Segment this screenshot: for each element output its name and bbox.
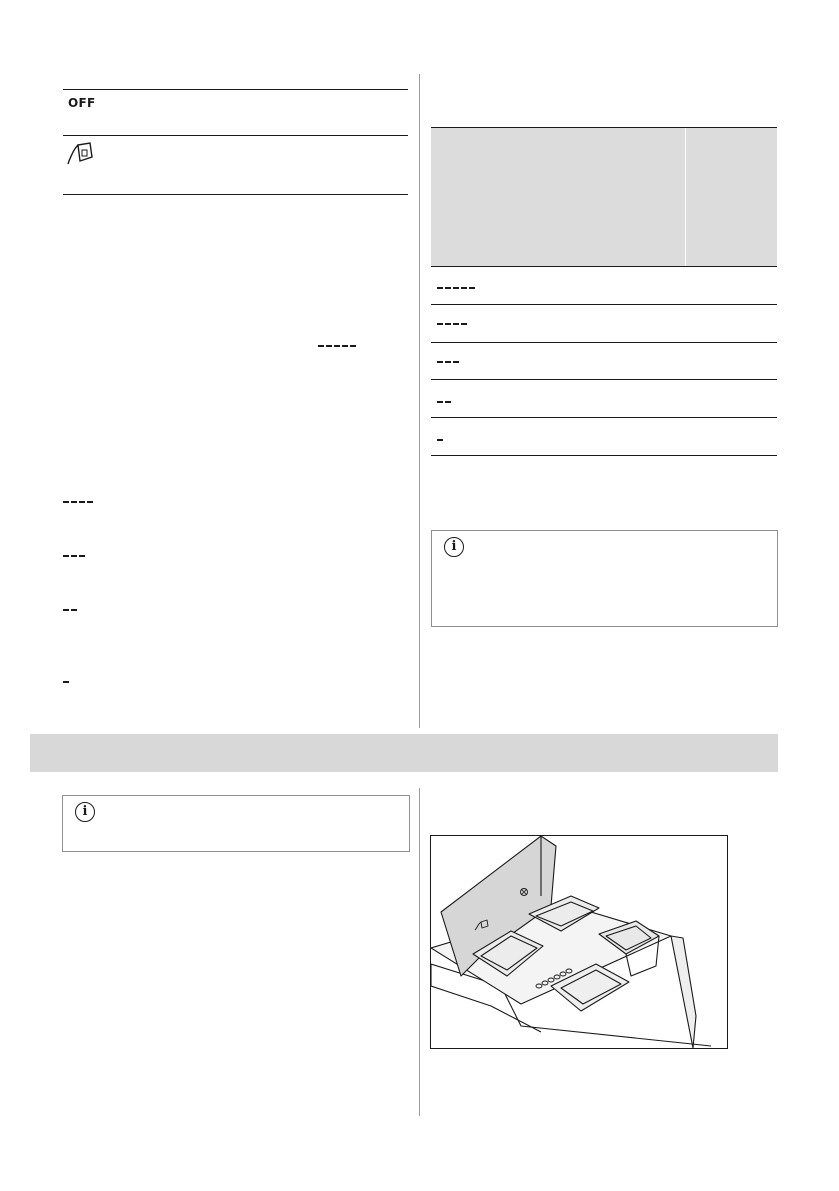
table-row-level-1 (437, 431, 445, 449)
detergent-dispenser-icon (66, 141, 96, 167)
info-icon: i (444, 537, 464, 557)
table-row-level-4 (437, 315, 469, 333)
table-header-divider (685, 128, 686, 455)
table-rule (431, 266, 777, 267)
detergent-drawer-figure (430, 835, 728, 1049)
level-indicator-3 (63, 547, 87, 565)
table-rule (431, 304, 777, 305)
level-indicator-2 (63, 601, 79, 619)
table-rule-top (63, 89, 408, 90)
level-indicator-4 (63, 493, 95, 511)
section-heading-band (30, 734, 778, 772)
table-rule-bottom (63, 194, 408, 195)
column-divider (419, 788, 420, 1116)
column-divider (419, 74, 420, 728)
off-label: OFF (68, 96, 96, 110)
table-row-level-5 (437, 279, 477, 297)
table-row-level-3 (437, 353, 461, 371)
table-rule (63, 135, 408, 136)
table-rule-bottom (431, 455, 777, 456)
detergent-drawer-illustration (431, 836, 727, 1048)
table-row-level-2 (437, 393, 453, 411)
info-icon: i (75, 802, 95, 822)
info-note-box (431, 530, 778, 627)
info-note-box (62, 795, 410, 852)
level-indicator-1 (63, 673, 71, 691)
table-header (431, 128, 777, 266)
inline-level-indicator-5 (318, 337, 358, 355)
table-rule (431, 417, 777, 418)
table-rule (431, 342, 777, 343)
table-rule (431, 379, 777, 380)
